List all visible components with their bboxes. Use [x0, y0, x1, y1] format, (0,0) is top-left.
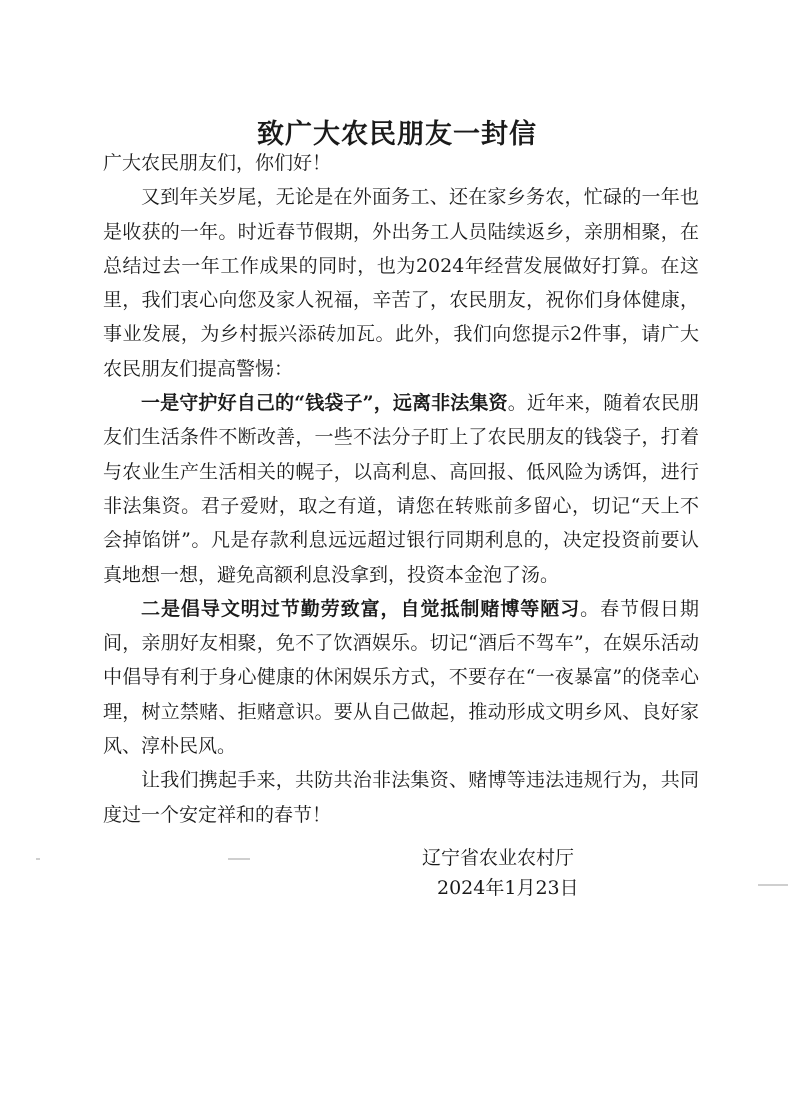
signature-date: 2024年1月23日 — [437, 877, 579, 899]
point-two-body: 。春节假日期间，亲朋好友相聚，免不了饮酒娱乐。切记“酒后不驾车”，在娱乐活动中倡导有利于身心健康的休闲娱乐方式，不要存在“一夜暴富”的侥幸心理，树立禁赌、拒赌意识。要从自己做起，推动形成文明乡风、良好家风、淳朴民风。 — [103, 597, 699, 758]
scan-speck — [758, 884, 788, 886]
scan-speck — [228, 858, 250, 860]
signature-organization: 辽宁省农业农村厅 — [422, 847, 575, 869]
point-two-heading: 二是倡导文明过节勤劳致富，自觉抵制赌博等陋习 — [141, 597, 581, 620]
letter-body — [103, 146, 699, 832]
point-one-paragraph — [103, 386, 699, 592]
scan-speck — [36, 858, 40, 860]
point-one-heading: 一是守护好自己的“钱袋子”，远离非法集资 — [141, 392, 508, 415]
letter-greeting: 广大农民朋友们，你们好！ — [103, 152, 332, 174]
letter-title: 致广大农民朋友一封信 — [257, 119, 537, 150]
point-one-body: 。近年来，随着农民朋友们生活条件不断改善，一些不法分子盯上了农民朋友的钱袋子，打着与农业生产生活相关的幌子，以高利息、高回报、低风险为诱饵，进行非法集资。君子爱财，取之有道，请您在转账前多留心，切记“天上不会掉馅饼”。凡是存款利息远远超过银行同期利息的，决定投资前要认真地想一想，避免高额利息没拿到，投资本金泡了汤。 — [103, 392, 699, 586]
closing-paragraph: 让我们携起手来，共防共治非法集资、赌博等违法违规行为，共同度过一个安定祥和的春节！ — [103, 769, 699, 826]
intro-paragraph: 又到年关岁尾，无论是在外面务工、还在家乡务农，忙碌的一年也是收获的一年。时近春节假期，外出务工人员陆续返乡，亲朋相聚，在总结过去一年工作成果的同时，也为2024年经营发展做好打算。在这里，我们衷心向您及家人祝福，辛苦了，农民朋友，祝你们身体健康，事业发展，为乡村振兴添砖加瓦。此外，我们向您提示2件事，请广大农民朋友们提高警惕： — [103, 186, 699, 380]
point-two-paragraph — [103, 592, 699, 763]
